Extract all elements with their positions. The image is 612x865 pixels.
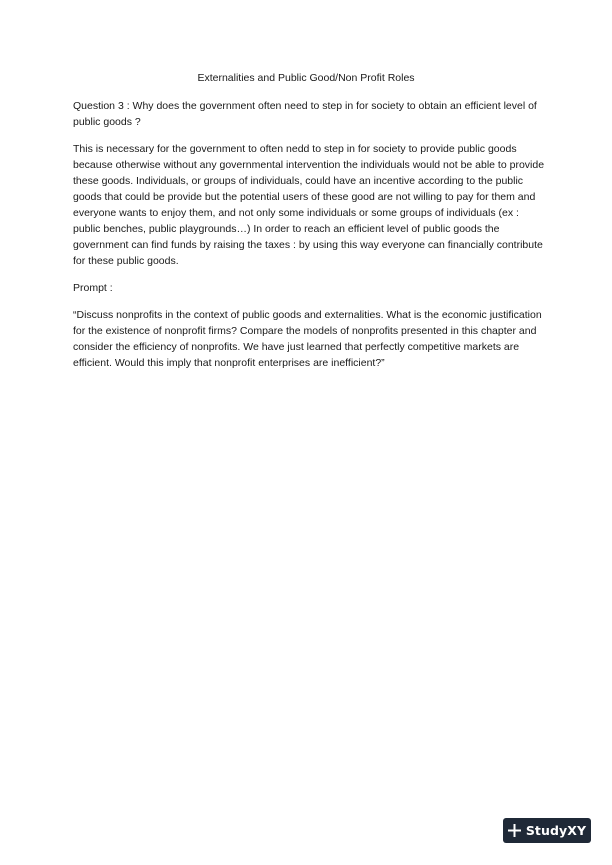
- question-paragraph: Question 3 : Why does the government often need to step in for society to obtain an efficient level of public goods ?: [73, 100, 537, 128]
- document-body: [73, 98, 545, 382]
- prompt-paragraph: “Discuss nonprofits in the context of public goods and externalities. What is the economic justification for the existence of nonprofit firms? Compare the models of nonprofits presented in this chapter and consider the efficiency of nonprofits. We have just learned that perfectly competitive markets are efficient. Would this imply that nonprofit enterprises are inefficient?”: [73, 309, 542, 369]
- plus-icon: [508, 824, 521, 837]
- brand-name: StudyXY: [525, 823, 587, 838]
- answer-paragraph: This is necessary for the government to often nedd to step in for society to provide public goods because otherwise without any governmental intervention the individuals would not be able to provide these goods. Individuals, or groups of individuals, could have an incentive according to the public goods that could be provide but the potential users of these good are not willing to pay for them and everyone wants to enjoy them, and not only some individuals or some groups of individuals (ex : public benches, public playgrounds…) In order to reach an efficient level of public goods the government can find funds by raising the taxes : by using this way everyone can financially contribute for these public goods.: [73, 143, 545, 267]
- studyxy-logo: [503, 818, 591, 843]
- prompt-label: Prompt :: [73, 282, 113, 294]
- document-title: Externalities and Public Good/Non Profit Roles: [197, 72, 415, 84]
